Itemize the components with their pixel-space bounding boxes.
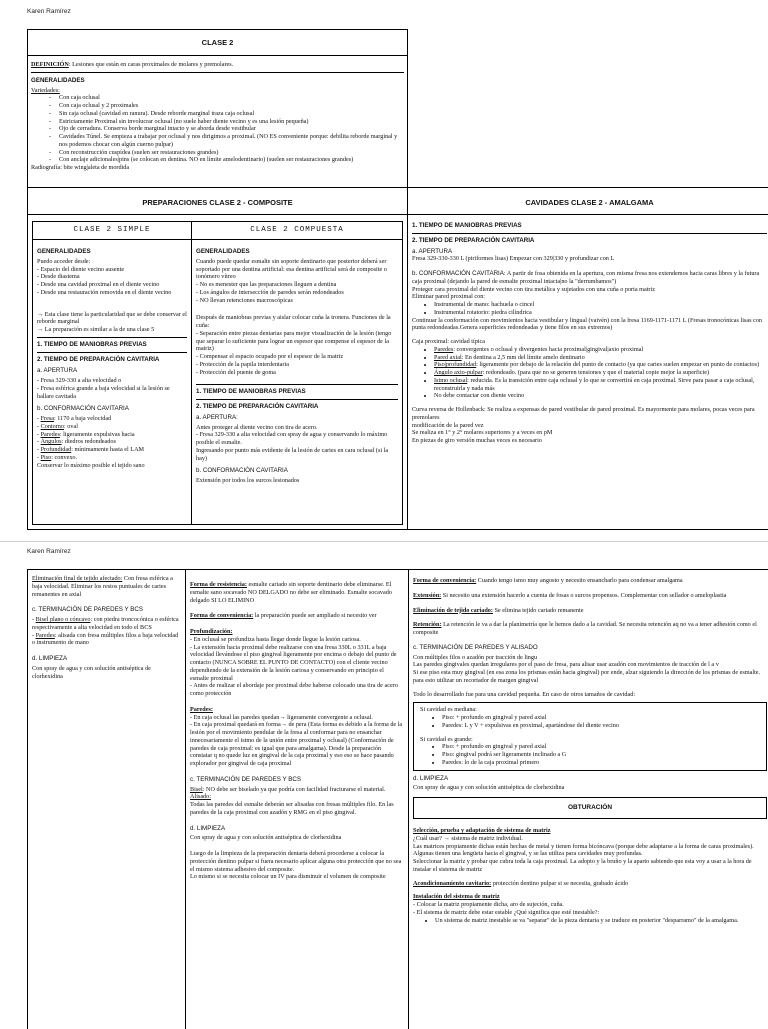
amalgama-content bbox=[408, 216, 768, 529]
item-label: Pared axial bbox=[434, 353, 462, 361]
inst-title: Instalación del sistema de matriz bbox=[413, 893, 500, 901]
compuesta-tiempo-2: 2. TIEMPO DE PREPARACIÓN CAVITARIA bbox=[196, 403, 319, 410]
clase2-compuesta-column bbox=[192, 242, 402, 524]
simple-apertura-title: a. APERTURA bbox=[37, 367, 78, 375]
obturacion-title: OBTURACIÓN bbox=[413, 797, 767, 819]
conv-label: Forma de conveniencia: bbox=[413, 577, 477, 584]
simple-generalidades: GENERALIDADES bbox=[37, 248, 91, 255]
text-line: - En oclusal se profundiza hasta llegar donde llegue la lesión cariosa. bbox=[190, 635, 361, 643]
text-line: - Protección del puente de goma bbox=[196, 368, 276, 376]
middle-c-title: c. TERMINACIÓN DE PAREDES Y BCS bbox=[190, 775, 301, 783]
middle-final-text: Luego de la limpieza de la preparación dentaria deberá procederse a colocar la protección dentino pulpar si fuera necesario aplicar alguna otra protección que no sea el mismo sistema adhesivo del composite. Lo mismo si se necesita colocar un IV para disminuir el volumen de composite bbox=[190, 850, 402, 881]
item-label: Paredes bbox=[35, 631, 55, 639]
paredes-text: - En caja oclusal las paredes quedan→ ligeramente convergente a oclusal. - En caja proximal quedará en forma→ de pera (Esta forma es debido a la forma de la lesión por el movimiento pendular de la fresa al conformar para no ensanchar innecesariamente el istmo de la unión entre proximal y oclusal) (Conformación de paredes de caja proximal: es igual que para amalgama). Desde la preparación constatar q no quede luz en gingival de la caja proximal y eso eso se hace pasando explorador por gingival de caja proximal bbox=[190, 713, 403, 767]
acond-label: Acondicionamiento cavitario: bbox=[413, 879, 492, 887]
list-item: • Un sistema de matriz inestable se va "separar" de la pieza dentaria y se traduce en posterior "desparramo" de la amalgama. bbox=[435, 917, 767, 925]
page-separator bbox=[0, 541, 768, 542]
amalgama-conformacion-text: : A partir de fosa obtenida en la apertura, con misma fresa nos extendemos hacia caras libres y la futura caja proximal (dejando la pared de esmalte proximal intacta|no la "derrumbamos") Proteger cara proximal del diente vecino con tira metálica y sujetados con una cuña o porta matriz Eliminar pared proximal con: bbox=[412, 270, 760, 301]
item-label: Piso bbox=[40, 453, 52, 461]
compuesta-apertura-title: a. APERTURA: bbox=[196, 413, 238, 421]
text-line: - No es menester que las preparaciones lleguen a dentina bbox=[196, 281, 337, 288]
list-item: - Sin caja oclusal (cavidad en ranura). Desde reborde marginal traza caja oclusal bbox=[49, 110, 404, 118]
item-label: Ángulo axio-pulpar bbox=[434, 369, 483, 376]
composite-title: PREPARACIONES CLASE 2 - COMPOSITE bbox=[142, 198, 293, 207]
item-label: Bisel plano o cóncavo bbox=[35, 616, 91, 623]
list-item: • Paredes: lo de la caja proximal primero bbox=[442, 759, 760, 767]
paredes-title: Paredes: bbox=[190, 705, 213, 713]
item-text: : oval bbox=[64, 422, 78, 430]
list-item: - Con caja oclusal bbox=[49, 94, 404, 102]
text-line: - Fresa 329-330 a alta velocidad o bbox=[37, 377, 122, 384]
acond-text: protección dentino pulpar si se necesita, grabado ácido bbox=[491, 879, 629, 887]
cavity-size-box bbox=[413, 702, 767, 770]
clase2-content bbox=[31, 61, 404, 172]
item-text: : reducida. Es la transición entre caja oclusal y lo que se convertirá en caja proximal. Sirve para pasar a caja oclusal, reconstruirla y nada más bbox=[434, 376, 755, 392]
list-item: - Con reconstrucción cuspídea (suelen ser restauraciones grandes) bbox=[49, 149, 404, 157]
mediana-title: Si cavidad es mediana: bbox=[420, 706, 477, 714]
alisado-text: Todas las paredes del esmalte deberán ser alisadas con fresas múltiples filo. En las paredes de la caja proximal con azadón y RMG en el piso gingival. bbox=[190, 801, 394, 816]
conv-text: Cuando tengo ismo muy angosto y necesito ensancharlo para condensar amalgama bbox=[476, 577, 683, 584]
item-text: : convexo. bbox=[51, 453, 78, 461]
bisel-label: Bisel bbox=[190, 785, 203, 793]
ext-label: Extensión: bbox=[413, 591, 442, 599]
sel-text: ¿Cuál usar? → sistema de matriz individual. Las matrices propiamente dichas están hechas de metal y tienen forma bicóncava (porque debe adaptarse a la forma de caras proximales). Algunas tienen una lengüeta hacia el gingival, y se las utiliza para cavidades muy profundas. Seleccionar la matriz y probar que cubra toda la caja proximal. La adopto y la bruño y la aparto sabiendo que esta voy a usar a la hora de instalar el sistema de matriz bbox=[413, 834, 754, 873]
simple-tiempo-2: 2. TIEMPO DE PREPARACIÓN CAVITARIA bbox=[37, 355, 160, 363]
right-c-title: c. TERMINACIÓN DE PAREDES Y ALISADO bbox=[413, 643, 538, 651]
list-item: - Con caja oclusal y 2 proximales bbox=[49, 102, 404, 110]
item-text: : con piedra troncocónica o esférica respectivamente a alta velocidad en todo el BCS bbox=[32, 616, 179, 631]
compuesta-apertura-text: Antes proteger al diente vecino con tira de acero. - Fresa 329-330 a alta velocidad con spray de agua y conservando lo máximo posible el esmalte. Ingresando por punto más evidente de la lesión de caries en cara oclusal (si la hay) bbox=[196, 423, 389, 462]
amalgama-tiempo-1: 1. TIEMPO DE MANIOBRAS PREVIAS bbox=[412, 222, 522, 229]
variedades-list bbox=[31, 94, 404, 164]
elim-text: Se elimina tejido cariado remanente bbox=[492, 606, 584, 614]
text-line: - Fresa esférica grande a baja velocidad si la lesión se hallare cavitada bbox=[37, 384, 170, 400]
compuesta-conformacion-title: b. CONFORMACIÓN CAVITARIA bbox=[196, 467, 288, 475]
author-name: Karen Ramírez bbox=[27, 548, 71, 555]
p1-label: Eliminación final de tejido afectado: bbox=[32, 575, 123, 582]
text-line: - Separación entre piezas dentarias para mejor visualización de la lesión (tengo que separar lo suficiente para lograr un espesor que compense el espesor de la matriz) bbox=[196, 329, 392, 353]
variedades-label: Variedades: bbox=[31, 86, 60, 94]
list-item: • Piso: + profundo en gingival y pared axial bbox=[442, 743, 760, 751]
item-label: Contorno bbox=[40, 422, 64, 430]
compuesta-tiempo-1: 1. TIEMPO DE MANIOBRAS PREVIAS bbox=[196, 388, 306, 396]
clase2-title: CLASE 2 bbox=[201, 38, 234, 47]
elim-label: Eliminación de tejido cariado: bbox=[413, 606, 493, 614]
inst-text: - Colocar la matriz propiamente dicha, aro de sujeción, cuña. - El sistema de matriz debe estar estable ¿Qué significa que esté inestable?: bbox=[413, 901, 600, 916]
list-item: - Con anclaje adicionales|pins (se colocan en dentina. NO en límite amelodentinario) (suelen ser restauraciones grandes) bbox=[49, 156, 404, 164]
clase2-simple-column: GENERALIDADES Puedo acceder desde: - Espacio del diente vecino ausente - Desde diastema - Desde una cavidad proximal en el diente vecino - Desde una restauración removida en el diente vecino → Esta clase tiene la particularidad que se debe conservar el reborde marginal → La preparación es similar a la de una clase 5 1. TIEMPO DE MANIOBRAS PREVIAS 2. TIEMPO DE PREPARACIÓN CAVITARIA a. APERTURA - Fresa 329-330 a alta velocidad o - Fresa esférica grande a baja velocidad si la lesión se hallare cavitada b. CONFORMACIÓN CAVITARIA - Fresa: 1170 a baja velocidad - Contorno: oval - Paredes: ligeramente expulsivas hacia - Ángulos: diedros redondeados - Profundidad: mínimamente hasta el LAM - Piso: convexo. Conservar lo máximo posible el tejido sano bbox=[37, 248, 187, 469]
resistencia-label: Forma de resistencia: bbox=[190, 581, 247, 588]
amalgama-continuar: Continuar la conformación con movimientos hacia vestibular y lingual (vaivén) con la fresa 1169-1171-1171 L (Fresas tronocónicas lisas con punta redondeadas.Genera superficies redondeadas y tiene filos en sus extremos) bbox=[412, 316, 762, 332]
bisel-text: : NO debe ser biselado ya que podría con facilidad fracturarse el material. bbox=[202, 785, 386, 793]
list-item: • Instrumental rotatorio: piedra cilíndrica bbox=[434, 309, 767, 317]
text-line: - La extensión hacia proximal debe realizarse con una fresa 330L o 331L a baja velocidad llevándose el piso gingival ligeramente por encima o debajo del punto de contacto (NUNCA SOBRE EL PUNTO DE CONTACTO) con el cliente vecino dependiendo de la extensión de la lesión cariosa y conservando en principio el esmalte proximal bbox=[190, 643, 397, 682]
text-line: - Espacio del diente vecino ausente bbox=[37, 265, 125, 273]
clase2-compuesta-title: CLASE 2 COMPUESTA bbox=[250, 226, 344, 234]
page2-right-column bbox=[409, 574, 768, 1029]
item-label: Piso|profundidad bbox=[434, 361, 477, 369]
ret-label: Retención: bbox=[413, 621, 442, 629]
clase2-box bbox=[27, 29, 408, 188]
definicion-text: : Lesiones que están en caras proximales de molares y premolares. bbox=[68, 61, 234, 68]
generalidades-title: GENERALIDADES bbox=[31, 76, 85, 84]
sel-title: Selección, prueba y adaptación de sistema de matriz bbox=[413, 827, 551, 835]
prof-title: Profundización: bbox=[190, 628, 233, 635]
composite-box bbox=[27, 187, 408, 530]
list-item: • Piso: + profundo en gingival y pared axial bbox=[442, 714, 760, 722]
text-line: - Compensar el espacio ocupado por el espesor de la matriz bbox=[196, 353, 344, 360]
text-line: - Desde una cavidad proximal en el diente vecino bbox=[37, 281, 160, 288]
simple-nota-2: → La preparación es similar a la de una clase 5 bbox=[37, 326, 155, 333]
clase2-simple-title: CLASE 2 SIMPLE bbox=[73, 226, 151, 234]
item-text: : redondeado. (para que no se generen tensiones y que el material copie mejor la superficie) bbox=[482, 369, 710, 376]
item-label: Fresa bbox=[40, 415, 55, 422]
text-line: Cuando puede quedar esmalte sin soporte dentinario que posterior deberá ser soportado por una dentina artificial: esa dentina artificial será de composite o ionómero vítreo bbox=[196, 257, 387, 281]
ext-text: Si necesito una extensión hacerlo a cuenta de fosas o surcos propensos. Complementar con sellador o ameloplastia bbox=[441, 591, 727, 599]
list-item: - Cavidades Túnel. Se empieza a trabajar por oclusal y nos dirigimos a proximal. (NO ES conveniente porque: debilita reborde marginal y nos podemos chocar con algún cuerno pulpar) bbox=[49, 133, 404, 149]
conveniencia-text: la preparación puede ser ampliado si necesito ver bbox=[253, 612, 377, 620]
compuesta-parrafo: Después de maniobras previas y aislar colocar cuña la tronera. Funciones de la cuña: bbox=[196, 314, 391, 329]
item-text: : convergentes o oclusal y divergentes hacia proximal|gingival|axio proximal bbox=[453, 345, 644, 353]
text-line: - Protección de la papila interdentaria bbox=[196, 360, 289, 368]
left-d-text: Con spray de agua y con solución antiséptica de clorhexidina bbox=[32, 664, 151, 680]
list-item: • Paredes: L y V + expulsivas en proximal, apartándose del diente vecino bbox=[442, 722, 760, 730]
amalgama-conformacion-title: b. CONFORMACIÓN CAVITARIA bbox=[412, 270, 504, 277]
list-item: - Ojo de cerradura. Conserva borde marginal intacto y se aborda desde vestibular bbox=[49, 125, 404, 133]
list-item: • Piso: gingival podrá ser ligeramente inclinado a G bbox=[442, 751, 760, 759]
middle-d-title: d. LIMPIEZA bbox=[190, 824, 226, 832]
right-c-text: Con múltiples filos o azadón por tracción de lingu Las paredes gingivales quedan irregulares por el paso de fresa, para alisar usar azadón con movimientos de tracción de l a v Si ese piso esta muy gingival (en esa zona los prismas están hacia gingival) por ende, alzar siguiendo la dirección de los prismas de esmalte. para esto utilizar un recortador de margen gingival bbox=[413, 653, 761, 684]
right-d-text: Con spray de agua y con solución antiséptica de clorhexidina bbox=[413, 784, 565, 792]
text-line: - Desde diastema bbox=[37, 273, 80, 281]
item-text: : alisada con fresa múltiples filos a baja velocidad o instrumento de mano bbox=[32, 631, 179, 647]
item-text: : mínimamente hasta el LAM bbox=[71, 446, 145, 453]
item-text: : diedros redondeados bbox=[61, 438, 116, 446]
simple-b-final: Conservar lo máximo posible el tejido sano bbox=[37, 461, 145, 469]
left-c-title: c. TERMINACIÓN DE PAREDES Y BCS bbox=[32, 606, 143, 614]
simple-tiempo-1: 1. TIEMPO DE MANIOBRAS PREVIAS bbox=[37, 340, 147, 348]
p1-text: Con fresa esférica a baja velocidad. Eliminar los restos puntuales de caries remanentes en axial bbox=[32, 575, 173, 598]
amalgama-apertura-title: a. APERTURA bbox=[412, 247, 453, 255]
compuesta-conformacion-text: Extensión por todos los surcos lesionados bbox=[196, 477, 300, 484]
alisado-label: Alisado: bbox=[190, 793, 211, 801]
compuesta-generalidades: GENERALIDADES bbox=[196, 248, 250, 255]
list-item: - Estrictamente Proximal sin involucrar oclusal (no suele haber diente vecino y es una lesión pequeña) bbox=[49, 118, 404, 126]
text-line: - Los ángulos de intersección de paredes serán redondeados bbox=[196, 288, 344, 296]
item-text: : En dentina a 2,5 mm del límite amelo dentinario bbox=[461, 353, 585, 361]
item-text: : 1170 a baja velocidad bbox=[54, 415, 112, 422]
text-line: - NO llevan retenciones macroscópicas bbox=[196, 296, 293, 304]
text-line: - Desde una restauración removida en el diente vecino bbox=[37, 288, 172, 296]
item-label: Istmo oclusal bbox=[434, 376, 468, 384]
item-text: No debe contactar con diente vecino bbox=[434, 392, 525, 400]
author-name: Karen Ramírez bbox=[27, 8, 71, 15]
amalgama-box bbox=[407, 187, 768, 530]
grande-title: Si cavidad es grande: bbox=[420, 735, 473, 743]
text-line: Puedo acceder desde: bbox=[37, 257, 91, 265]
item-label: Paredes bbox=[40, 430, 60, 438]
page2-left-column: Eliminación final de tejido afectado: Con fresa esférica a baja velocidad. Eliminar los restos puntuales de caries remanentes en axial c. TERMINACIÓN DE PAREDES Y BCS - Bisel plano o cóncavo: con piedra troncocónica o esférica respectivamente a alta velocidad en todo el BCS - Paredes: alisada con fresa múltiples filos a baja velocidad o instrumento de mano d. LIMPIEZA Con spray de agua y con solución antiséptica de clorhexidina bbox=[28, 572, 185, 1029]
left-d-title: d. LIMPIEZA bbox=[32, 655, 68, 662]
ret-text: La retención le va a dar la planimetría que le hemos dado a la cavidad. Se necesita retención aq no va a tener adhesión como el composite bbox=[413, 621, 757, 636]
item-label: Profundidad bbox=[40, 446, 72, 453]
amalgama-title: CAVIDADES CLASE 2 - AMALGAMA bbox=[525, 198, 654, 207]
simple-nota-1: → Esta clase tiene la particularidad que se debe conservar el reborde marginal bbox=[37, 310, 187, 326]
conveniencia-label: Forma de conveniencia: bbox=[190, 612, 254, 620]
list-item: • Instrumental de mano: hachuela o cincel bbox=[434, 301, 767, 309]
item-label: Ángulos bbox=[40, 438, 62, 446]
text-line: - Antes de realizar el abordaje por proximal debe haberse colocado una tira de acero como protección bbox=[190, 682, 398, 697]
simple-conformacion-title: b. CONFORMACIÓN CAVITARIA bbox=[37, 405, 129, 413]
resistencia-text: esmalte cariado sin soporte dentinario debe eliminarse. El esmalte sano socavado NO DELGADO no debe ser eliminado. Esmalte socavado delgado SI LO ELIMINO bbox=[190, 581, 392, 604]
page2-middle-column bbox=[186, 578, 408, 1029]
item-label: Paredes bbox=[434, 345, 454, 353]
item-text: : ligeramente por debajo de la relación del punto de contacto (ya que caries suelen empezar en punto de contactos) bbox=[476, 361, 760, 369]
amalgama-caja-title: Caja proximal: cavidad típica bbox=[412, 338, 486, 345]
middle-d-text: Con spray de agua y con solución antiséptica de clorhexidina bbox=[190, 834, 342, 842]
amalgama-tiempo-2: 2. TIEMPO DE PREPARACIÓN CAVITARIA bbox=[412, 236, 535, 244]
amalgama-curva: Curva reversa de Hollenback: Se realiza a expensas de pared vestibular de pared proximal. Es mayormente para molares, pocas veces para premolares modificación de la pared vez Se realiza en 1° y 2° molares superiores y a veces en pM En piezas de giro versión muchas veces es necesario bbox=[412, 406, 755, 444]
page2-table bbox=[27, 569, 768, 1029]
right-d-title: d. LIMPIEZA bbox=[413, 774, 449, 782]
amalgama-apertura-text: Fresa 329-330-330 L (piriformes lisas) Empezar con 329|330 y profundizar con L bbox=[412, 255, 615, 263]
radiografia-text: Radiografía: bite wing|aleta de mordida bbox=[31, 164, 130, 171]
definicion-label: DEFINICIÓN bbox=[31, 61, 69, 68]
item-text: : ligeramente expulsivas hacia bbox=[59, 430, 135, 438]
composite-inner-table bbox=[32, 221, 403, 525]
right-todo-text: Todo lo desarrollado fue para una cavidad pequeña. En caso de otros tamaños de cavidad: bbox=[413, 690, 636, 698]
